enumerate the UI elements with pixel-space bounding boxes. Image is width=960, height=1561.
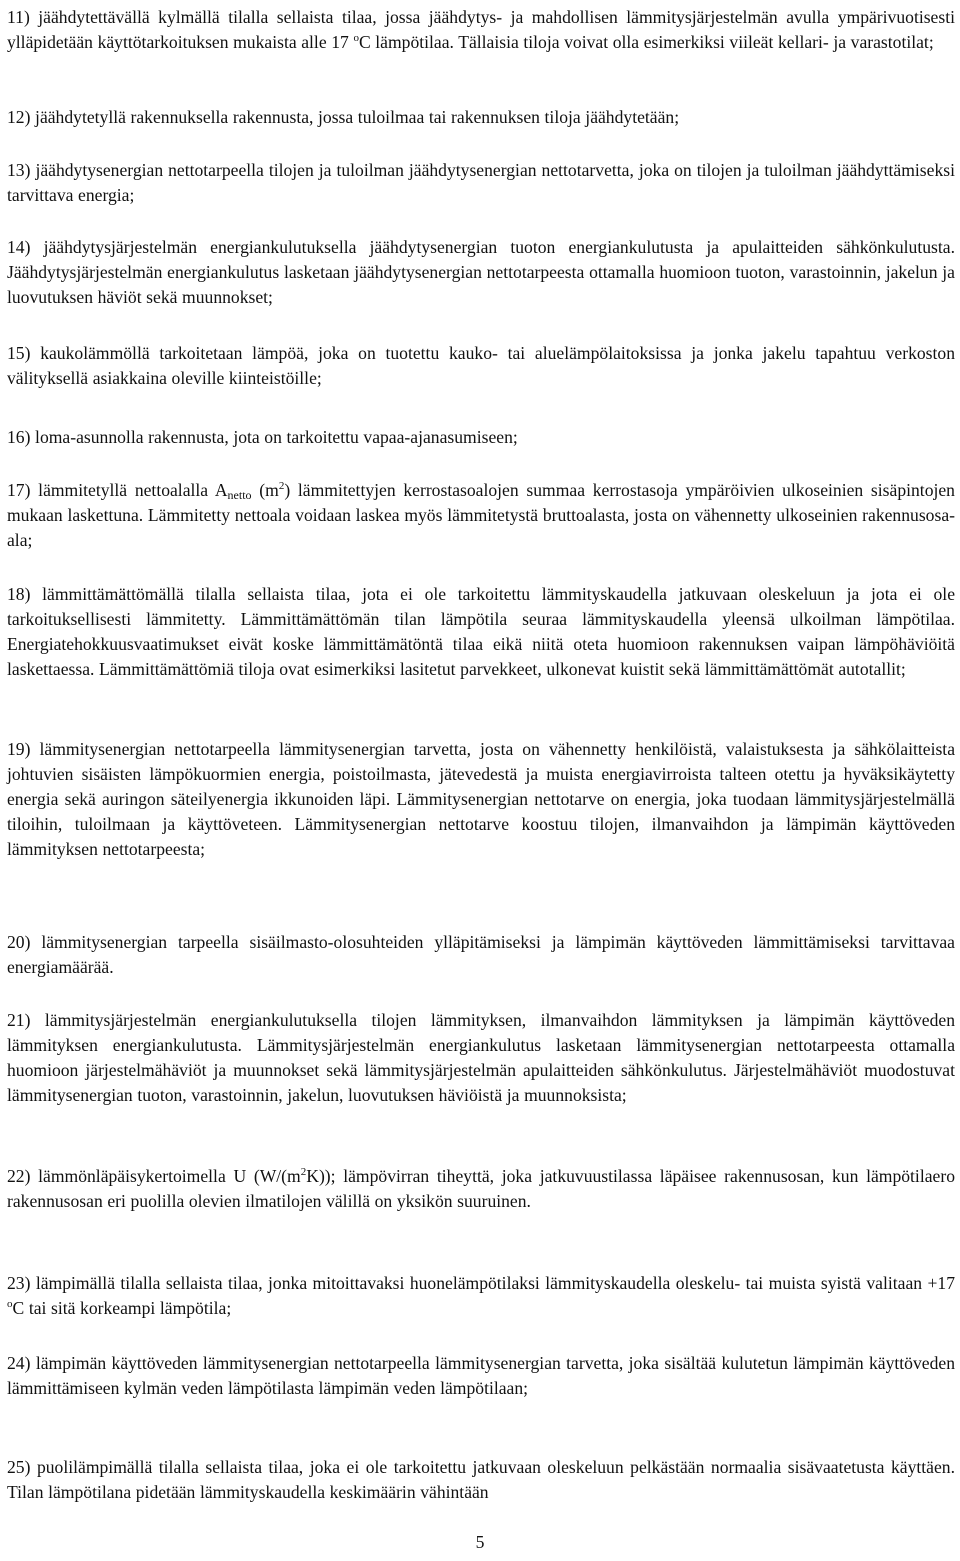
paragraph-text: 13) jäähdytysenergian nettotarpeella tilojen ja tuloilman jäähdytysenergian nettotarvetta, joka on tilojen ja tuloilman jäähdyttämiseksi tarvittava energia; <box>7 160 955 205</box>
definition-paragraph-15 <box>7 341 955 391</box>
superscript: o <box>7 1298 13 1310</box>
paragraph-text: 11) jäähdytettävällä kylmällä tilalla sellaista tilaa, jossa jäähdytys- ja mahdollisen lämmitysjärjestelmän avulla ympärivuotisesti ylläpidetään käyttötarkoituksen mukaista alle 17 <box>7 7 955 52</box>
paragraph-text: 20) lämmitysenergian tarpeella sisäilmasto-olosuhteiden ylläpitämiseksi ja lämpimän käyttöveden lämmittämiseksi tarvittavaa energiamäärää. <box>7 932 955 977</box>
definition-paragraph-13 <box>7 158 955 208</box>
paragraph-text: 25) puolilämpimällä tilalla sellaista tilaa, joka ei ole tarkoitettu jatkuvaan oleskeluun pelkästään normaalia sisävaatetusta käyttäen. Tilan lämpötilana pidetään lämmityskaudella keskimäärin vähintään <box>7 1457 955 1502</box>
definition-paragraph-16 <box>7 425 955 450</box>
definition-paragraph-23 <box>7 1271 955 1321</box>
subscript: netto <box>227 488 252 502</box>
paragraph-text: 24) lämpimän käyttöveden lämmitysenergian nettotarpeella lämmitysenergian tarvetta, joka sisältää kulutetun lämpimän käyttöveden lämmittämiseen kylmän veden lämpötilasta lämpimän veden lämpötilaan; <box>7 1353 955 1398</box>
paragraph-text: (m <box>251 480 279 500</box>
definition-paragraph-22 <box>7 1164 955 1214</box>
paragraph-text: 18) lämmittämättömällä tilalla sellaista tilaa, jota ei ole tarkoitettu lämmityskaudella jatkuvaan oleskeluun ja jota ei ole tarkoituksellisesti lämmitetty. Lämmittämättömän tilan lämpötila seuraa lämmityskaudella yleensä ulkoilman lämpötilaa. Energiatehokkuusvaatimukset eivät koske lämmittämätöntä tilaa eikä niitä oteta huomioon rakennuksen vaipan lämpöhäviöitä laskettaessa. Lämmittämättömiä tiloja ovat esimerkiksi lasitetut parvekkeet, ulkonevat kuistit sekä lämmittämättömät autotallit; <box>7 584 955 679</box>
definition-paragraph-21 <box>7 1008 955 1108</box>
page-number: 5 <box>475 1532 485 1552</box>
paragraph-text: 16) loma-asunnolla rakennusta, jota on tarkoitettu vapaa-ajanasumiseen; <box>7 427 518 447</box>
paragraph-text: ) lämmitettyjen kerrostasoalojen summaa kerrostasoja ympäröivien ulkoseinien sisäpintojen mukaan laskettuna. Lämmitetty nettoala voidaan laskea myös lämmitetystä bruttoalasta, josta on vähennetty ulkoseinien rakennusosa-ala; <box>7 480 955 550</box>
paragraph-text: 14) jäähdytysjärjestelmän energiankulutuksella jäähdytysenergian tuoton energiankulutusta ja apulaitteiden sähkönkulutusta. Jäähdytysjärjestelmän energiankulutus lasketaan jäähdytysenergian nettotarpeesta ottamalla huomioon tuoton, varastoinnin, jakelun ja luovutuksen häviöt sekä muunnokset; <box>7 237 955 307</box>
paragraph-text: 17) lämmitetyllä nettoalalla A <box>7 480 228 500</box>
paragraph-text: C tai sitä korkeampi lämpötila; <box>12 1298 232 1318</box>
definition-paragraph-12 <box>7 105 955 130</box>
definition-paragraph-17 <box>7 478 955 553</box>
paragraph-text: 12) jäähdytetyllä rakennuksella rakennusta, jossa tuloilmaa tai rakennuksen tiloja jäähdytetään; <box>7 107 680 127</box>
superscript: 2 <box>278 480 285 492</box>
definition-paragraph-18 <box>7 582 955 682</box>
definition-paragraph-19 <box>7 737 955 862</box>
paragraph-text: 15) kaukolämmöllä tarkoitetaan lämpöä, joka on tuotettu kauko- tai aluelämpölaitoksissa ja jonka jakelu tapahtuu verkoston välityksellä asiakkaina oleville kiinteistöille; <box>7 343 955 388</box>
paragraph-text: 21) lämmitysjärjestelmän energiankulutuksella tilojen lämmityksen, ilmanvaihdon lämmityksen ja lämpimän käyttöveden lämmityksen energiankulutusta. Lämmitysjärjestelmän energiankulutus lasketaan lämmitysenergian nettotarpeesta ottamalla huomioon järjestelmähäviöt ja muunnokset sekä lämmitysjärjestelmän apulaitteiden sähkönkulutus. Järjestelmähäviöt muodostuvat lämmitysenergian tuoton, varastoinnin, jakelun, luovutuksen häviöistä ja muunnoksista; <box>7 1010 955 1105</box>
paragraph-text: 19) lämmitysenergian nettotarpeella lämmitysenergian tarvetta, josta on vähennetty henkilöistä, valaistuksesta ja sähkölaitteista johtuvien sisäisten lämpökuormien energia, poistoilmasta, jätevedestä ja muista energiavirroista talteen otettu ja hyväksikäytetty energia sekä auringon säteilyenergia ikkunoiden läpi. Lämmitysenergian nettotarve on energia, joka tuodaan lämmitysjärjestelmällä tiloihin, tuloilmaan ja käyttöveteen. Lämmitysenergian nettotarve koostuu tilojen, ilmanvaihdon ja lämpimän käyttöveden lämmityksen nettotarpeesta; <box>7 739 955 859</box>
superscript: 2 <box>300 1166 307 1178</box>
superscript: o <box>353 32 359 44</box>
paragraph-text: 22) lämmönläpäisykertoimella U (W/(m <box>7 1166 301 1186</box>
paragraph-text: 23) lämpimällä tilalla sellaista tilaa, jonka mitoittavaksi huonelämpötilaksi lämmityskaudella oleskelu- tai muista syistä valitaan +17 <box>7 1273 955 1293</box>
definition-paragraph-14 <box>7 235 955 310</box>
definition-paragraph-11 <box>7 5 955 55</box>
paragraph-text: C lämpötilaa. Tällaisia tiloja voivat olla esimerkiksi viileät kellari- ja varastotilat; <box>358 32 934 52</box>
definition-paragraph-25 <box>7 1455 955 1505</box>
definition-paragraph-24 <box>7 1351 955 1401</box>
definition-paragraph-20 <box>7 930 955 980</box>
paragraph-text: K)); lämpövirran tiheyttä, joka jatkuvuustilassa läpäisee rakennusosan, kun lämpötilaero rakennusosan eri puolilla olevien ilmatilojen välillä on yksikön suuruinen. <box>7 1166 955 1211</box>
